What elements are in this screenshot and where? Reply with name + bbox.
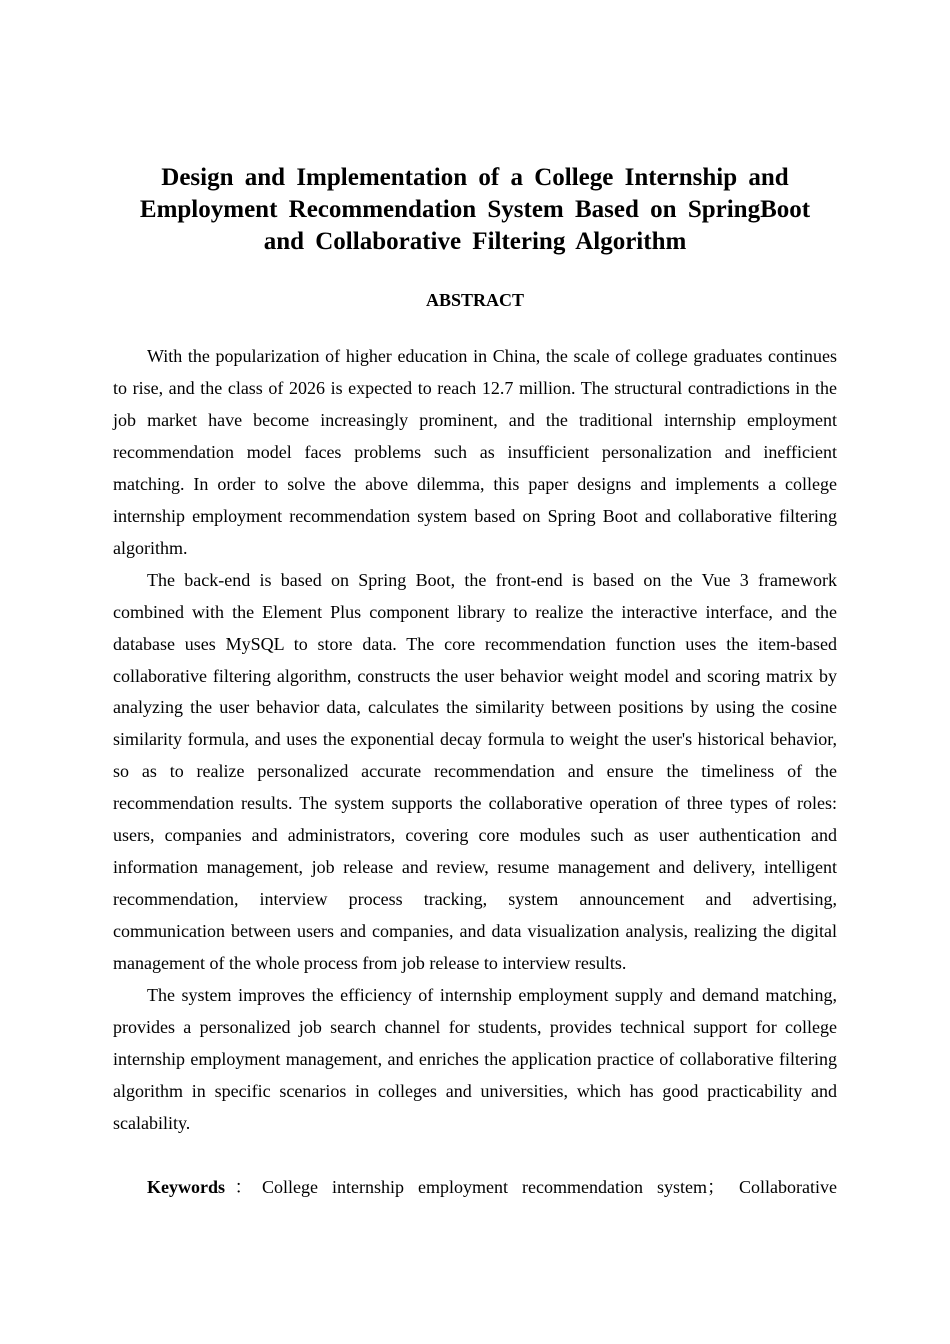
keywords-label: Keywords [147, 1177, 225, 1197]
keywords-text: College internship employment recommendation system； Collaborative [262, 1177, 837, 1197]
title-line-2: Employment Recommendation System Based on SpringBoot [139, 196, 811, 223]
title-line-1: Design and Implementation of a College Internship and [161, 164, 789, 191]
title-line-3: and Collaborative Filtering Algorithm [263, 228, 687, 255]
abstract-paragraph-3: The system improves the efficiency of internship employment supply and demand matching, provides a personalized job search channel for students, provides technical support for college internship employment management, and enriches the application practice of collaborative filtering algorithm in specific scenarios in colleges and universities, which has good practicability and scalability. [113, 985, 837, 1133]
keywords-line [113, 1172, 837, 1204]
keywords-separator: ： [225, 1177, 263, 1197]
paper-title [100, 162, 850, 258]
abstract-paragraph-2: The back-end is based on Spring Boot, the front-end is based on the Vue 3 framework combined with the Element Plus component library to realize the interactive interface, and the database uses MySQL to store data. The core recommendation function uses the item-based collaborative filtering algorithm, constructs the user behavior weight model and scoring matrix by analyzing the user behavior data, calculates the similarity between positions by using the cosine similarity formula, and uses the exponential decay formula to weight the user's historical behavior, so as to realize personalized accurate recommendation and ensure the timeliness of the recommendation results. The system supports the collaborative operation of three types of roles: users, companies and administrators, covering core modules such as user authentication and information management, job release and review, resume management and delivery, intelligent recommendation, interview process tracking, system announcement and advertising, communication between users and companies, and data visualization analysis, realizing the digital management of the whole process from job release to interview results. [113, 569, 837, 974]
abstract-paragraph-1: With the popularization of higher education in China, the scale of college graduates continues to rise, and the class of 2026 is expected to reach 12.7 million. The structural contradictions in the job market have become increasingly prominent, and the traditional internship employment recommendation model faces problems such as insufficient personalization and inefficient matching. In order to solve the above dilemma, this paper designs and implements a college internship employment recommendation system based on Spring Boot and collaborative filtering algorithm. [113, 346, 837, 558]
abstract-heading: ABSTRACT [425, 290, 525, 310]
abstract-body [113, 341, 837, 1140]
